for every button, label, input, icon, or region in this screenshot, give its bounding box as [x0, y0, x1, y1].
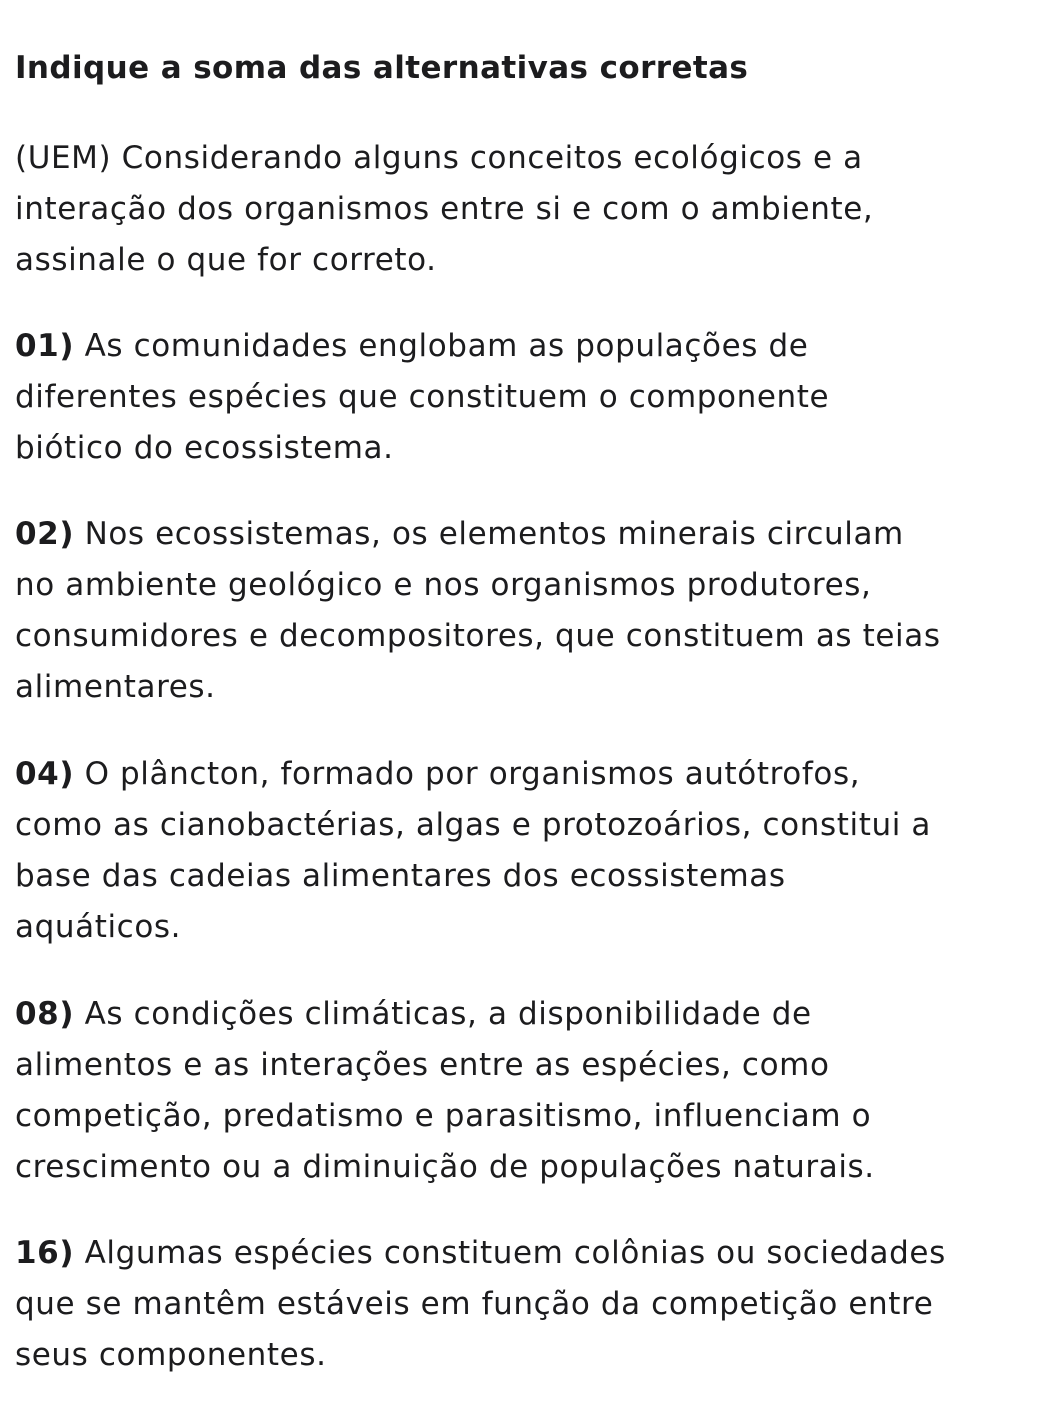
option-number: 08) — [15, 996, 75, 1032]
statement-line: interação dos organismos entre si e com o ambiente, — [15, 191, 874, 227]
option-text-line: As comunidades englobam as populações de — [74, 328, 809, 364]
option-number: 04) — [15, 756, 75, 792]
option-text-line: O plâncton, formado por organismos autótrofos, — [74, 756, 861, 792]
option-number: 16) — [15, 1235, 75, 1271]
option-text-line: como as cianobactérias, algas e protozoários, constitui a — [15, 807, 931, 843]
option-text-line: alimentos e as interações entre as espécies, como — [15, 1047, 830, 1083]
option-text-line: aquáticos. — [15, 909, 182, 945]
option-number: 02) — [15, 516, 75, 552]
option-text-line: Nos ecossistemas, os elementos minerais circulam — [74, 516, 904, 552]
option-text-line: biótico do ecossistema. — [15, 430, 394, 466]
option-02 — [15, 509, 1031, 713]
option-08 — [15, 989, 1031, 1193]
option-text-line: no ambiente geológico e nos organismos produtores, — [15, 567, 872, 603]
option-text-line: diferentes espécies que constituem o componente — [15, 379, 830, 415]
option-number: 01) — [15, 328, 75, 364]
option-04 — [15, 749, 1031, 953]
option-text-line: crescimento ou a diminuição de populações naturais. — [15, 1149, 875, 1185]
option-16 — [15, 1228, 1031, 1381]
option-text-line: competição, predatismo e parasitismo, influenciam o — [15, 1098, 872, 1134]
option-01 — [15, 321, 1031, 474]
option-text-line: As condições climáticas, a disponibilidade de — [74, 996, 812, 1032]
option-text-line: que se mantêm estáveis em função da competição entre — [15, 1286, 934, 1322]
option-text-line: base das cadeias alimentares dos ecossistemas — [15, 858, 786, 894]
option-text-line: Algumas espécies constituem colônias ou sociedades — [74, 1235, 946, 1271]
option-text-line: seus componentes. — [15, 1337, 327, 1373]
option-text-line: alimentares. — [15, 669, 216, 705]
option-text-line: consumidores e decompositores, que constituem as teias — [15, 618, 941, 654]
statement-line: (UEM) Considerando alguns conceitos ecológicos e a — [15, 140, 863, 176]
question-statement — [15, 133, 1031, 286]
statement-line: assinale o que for correto. — [15, 242, 437, 278]
question-title: Indique a soma das alternativas corretas — [15, 50, 749, 86]
